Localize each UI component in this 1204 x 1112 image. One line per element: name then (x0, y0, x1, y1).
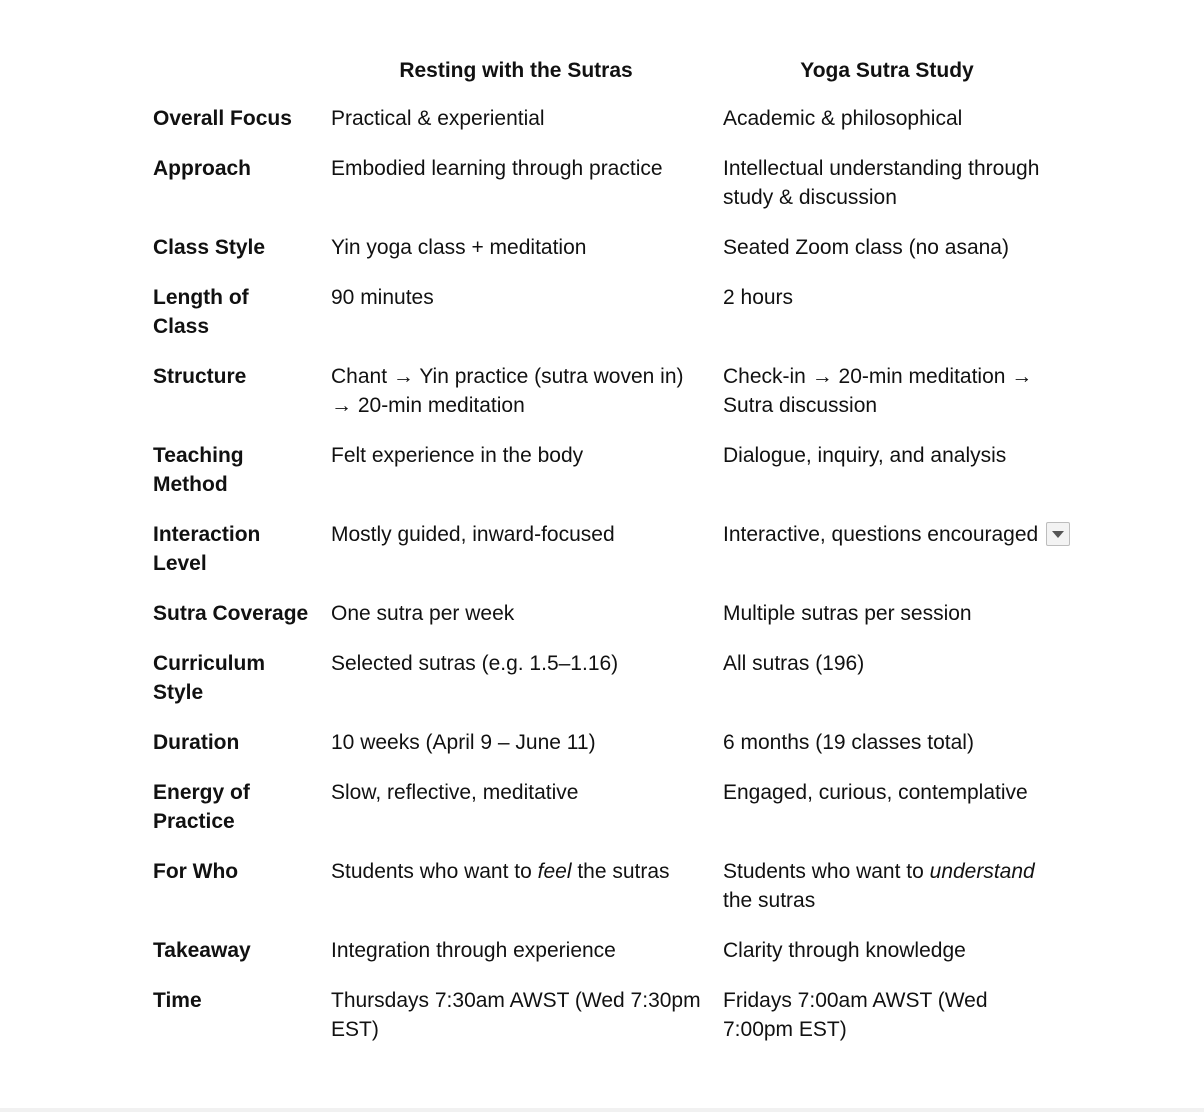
row-label: Approach (153, 157, 252, 180)
cell-resting: Selected sutras (e.g. 1.5–1.16) (331, 652, 619, 675)
header-resting-with-the-sutras: Resting with the Sutras (399, 59, 633, 82)
emphasis-feel: feel (537, 860, 572, 883)
cell-study: Engaged, curious, contemplative (723, 781, 1028, 804)
cell-study: Dialogue, inquiry, and analysis (723, 444, 1007, 467)
emphasis-understand: understand (929, 860, 1035, 883)
cell-resting: Integration through experience (331, 939, 616, 962)
cell-resting: Yin yoga class + meditation (331, 236, 587, 259)
table-row (142, 223, 1062, 273)
text-run: Students who want to (331, 860, 538, 883)
cell-study: 2 hours (723, 286, 794, 309)
comparison-table (142, 46, 1062, 1055)
cell-resting: Slow, reflective, meditative (331, 781, 579, 804)
cell-resting: 90 minutes (331, 286, 434, 309)
row-label: Time (153, 989, 202, 1012)
cell-study: Check-in → 20-min meditation → Sutra discussion (723, 365, 1033, 417)
table-row (142, 144, 1062, 223)
cell-study: All sutras (196) (723, 652, 865, 675)
cell-resting: 10 weeks (April 9 – June 11) (331, 731, 596, 754)
text-run: the sutras (571, 860, 670, 883)
header-yoga-sutra-study: Yoga Sutra Study (800, 59, 974, 82)
row-label: Teaching Method (153, 444, 244, 496)
table-row (142, 510, 1062, 589)
table-row (142, 639, 1062, 718)
row-label: Class Style (153, 236, 266, 259)
table-row (142, 718, 1062, 768)
header-row (142, 46, 1062, 94)
cell-study: Interactive, questions encouraged (723, 523, 1039, 546)
table-row (142, 926, 1062, 976)
cell-resting: One sutra per week (331, 602, 515, 625)
cell-study: Seated Zoom class (no asana) (723, 236, 1009, 259)
row-label: Structure (153, 365, 247, 388)
cell-resting (320, 847, 712, 926)
row-label: Energy of Practice (153, 781, 250, 833)
table-row (142, 976, 1062, 1055)
row-label: Length of Class (153, 286, 249, 338)
cell-study: Fridays 7:00am AWST (Wed 7:00pm EST) (723, 989, 988, 1041)
row-label: Curriculum Style (153, 652, 266, 704)
header-blank (142, 46, 320, 94)
row-label: Duration (153, 731, 240, 754)
row-label: Overall Focus (153, 107, 292, 130)
text-run: the sutras (723, 889, 816, 912)
cell-resting: Chant → Yin practice (sutra woven in) → 20-min meditation (331, 365, 684, 417)
cell-resting: Embodied learning through practice (331, 157, 663, 180)
table-row (142, 94, 1062, 144)
page-bottom-edge (0, 1108, 1204, 1112)
row-label: Interaction Level (153, 523, 261, 575)
table-row (142, 431, 1062, 510)
table-row (142, 768, 1062, 847)
cell-study: Multiple sutras per session (723, 602, 972, 625)
cell-resting: Mostly guided, inward-focused (331, 523, 615, 546)
cell-study (712, 847, 1062, 926)
table-row (142, 589, 1062, 639)
row-label: Sutra Coverage (153, 602, 309, 625)
table-row (142, 273, 1062, 352)
cell-study: Academic & philosophical (723, 107, 963, 130)
table-row (142, 352, 1062, 431)
row-label: Takeaway (153, 939, 251, 962)
cell-study: 6 months (19 classes total) (723, 731, 974, 754)
chevron-down-icon[interactable] (1046, 522, 1070, 546)
cell-resting: Thursdays 7:30am AWST (Wed 7:30pm EST) (331, 989, 701, 1041)
text-run: Students who want to (723, 860, 930, 883)
row-label: For Who (153, 860, 239, 883)
cell-study: Clarity through knowledge (723, 939, 966, 962)
table-row (142, 847, 1062, 926)
cell-resting: Practical & experiential (331, 107, 545, 130)
cell-resting: Felt experience in the body (331, 444, 584, 467)
cell-study: Intellectual understanding through study & discussion (723, 157, 1040, 209)
